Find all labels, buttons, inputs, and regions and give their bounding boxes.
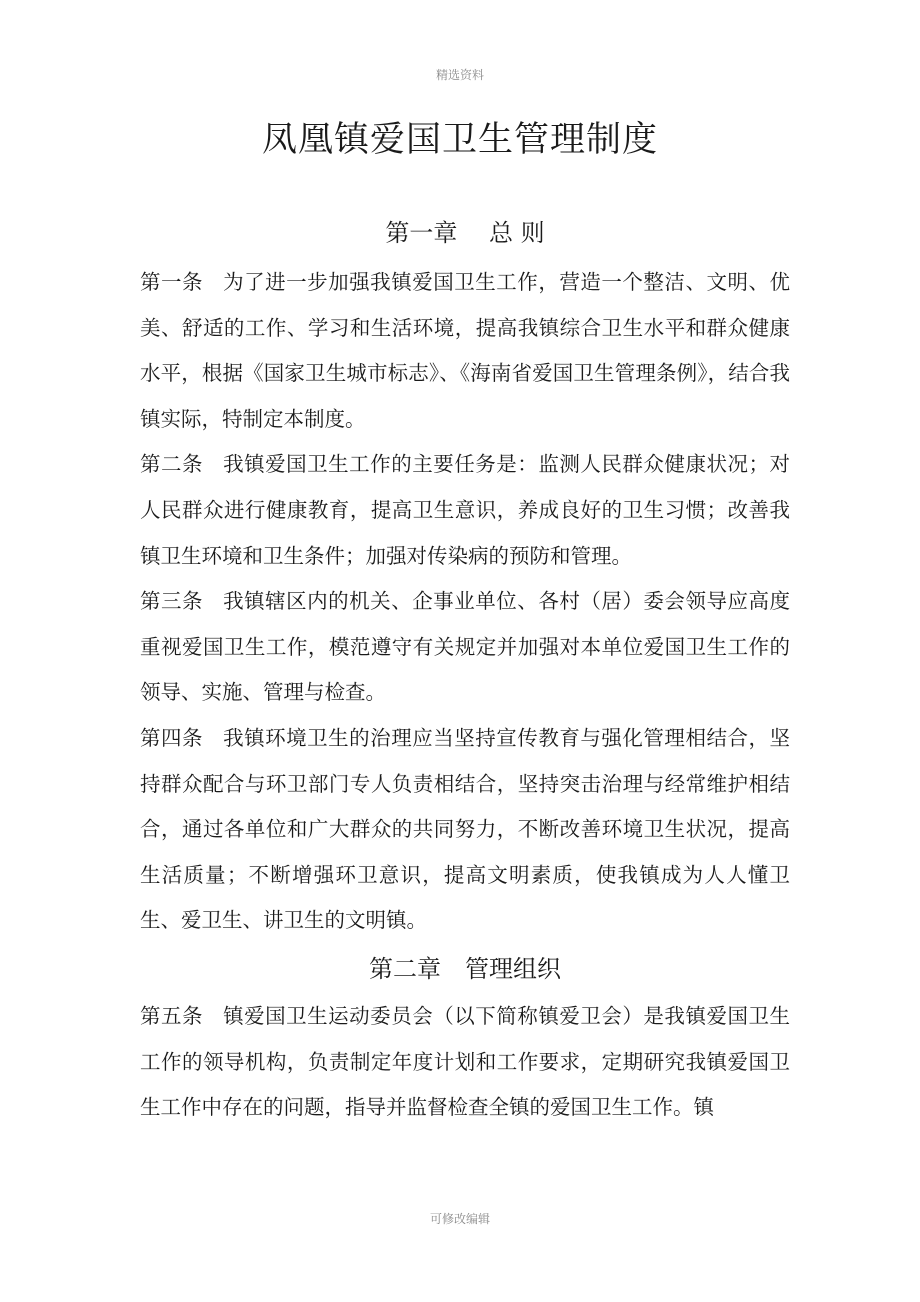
article-4: [140, 716, 790, 944]
article-text: 我镇爱国卫生工作的主要任务是：监测人民群众健康状况；对人民群众进行健康教育，提高卫生意识，养成良好的卫生习惯；改善我镇卫生环境和卫生条件；加强对传染病的预防和管理。: [140, 452, 791, 568]
footer-note: 可修改编辑: [429, 1212, 490, 1226]
article-3: [140, 579, 790, 716]
article-5: [140, 994, 790, 1131]
article-number: 第五条: [140, 1003, 204, 1028]
chapter-heading: 第一章 总 则: [385, 219, 545, 247]
article-number: 第一条: [140, 270, 204, 294]
article-number: 第三条: [140, 589, 204, 614]
article-text: 我镇辖区内的机关、企事业单位、各村（居）委会领导应高度重视爱国卫生工作，模范遵守有关规定并加强对本单位爱国卫生工作的领导、实施、管理与检查。: [140, 589, 791, 705]
document-title: 凤凰镇爱国卫生管理制度: [261, 120, 658, 160]
article-2: [140, 442, 790, 579]
header-note: 精选资料: [435, 68, 484, 82]
chapter-heading: 第二章 管理组织: [369, 954, 561, 983]
article-1: [140, 260, 790, 442]
article-number: 第二条: [140, 452, 204, 477]
article-text: 我镇环境卫生的治理应当坚持宣传教育与强化管理相结合，坚持群众配合与环卫部门专人负责相结合，坚持突击治理与经常维护相结合，通过各单位和广大群众的共同努力，不断改善环境卫生状况，提高生活质量；不断增强环卫意识，提高文明素质，使我镇成为人人懂卫生、爱卫生、讲卫生的文明镇。: [140, 725, 791, 933]
article-text: 镇爱国卫生运动委员会（以下简称镇爱卫会）是我镇爱国卫生工作的领导机构，负责制定年度计划和工作要求，定期研究我镇爱国卫生工作中存在的问题，指导并监督检查全镇的爱国卫生工作。镇: [140, 1003, 791, 1120]
article-number: 第四条: [140, 725, 204, 750]
document-body: [140, 210, 790, 1131]
article-text: 为了进一步加强我镇爱国卫生工作，营造一个整洁、文明、优美、舒适的工作、学习和生活环境，提高我镇综合卫生水平和群众健康水平，根据《国家卫生城市标志》、《海南省爱国卫生管理条例》，结合我镇实际，特制定本制度。: [140, 270, 791, 431]
